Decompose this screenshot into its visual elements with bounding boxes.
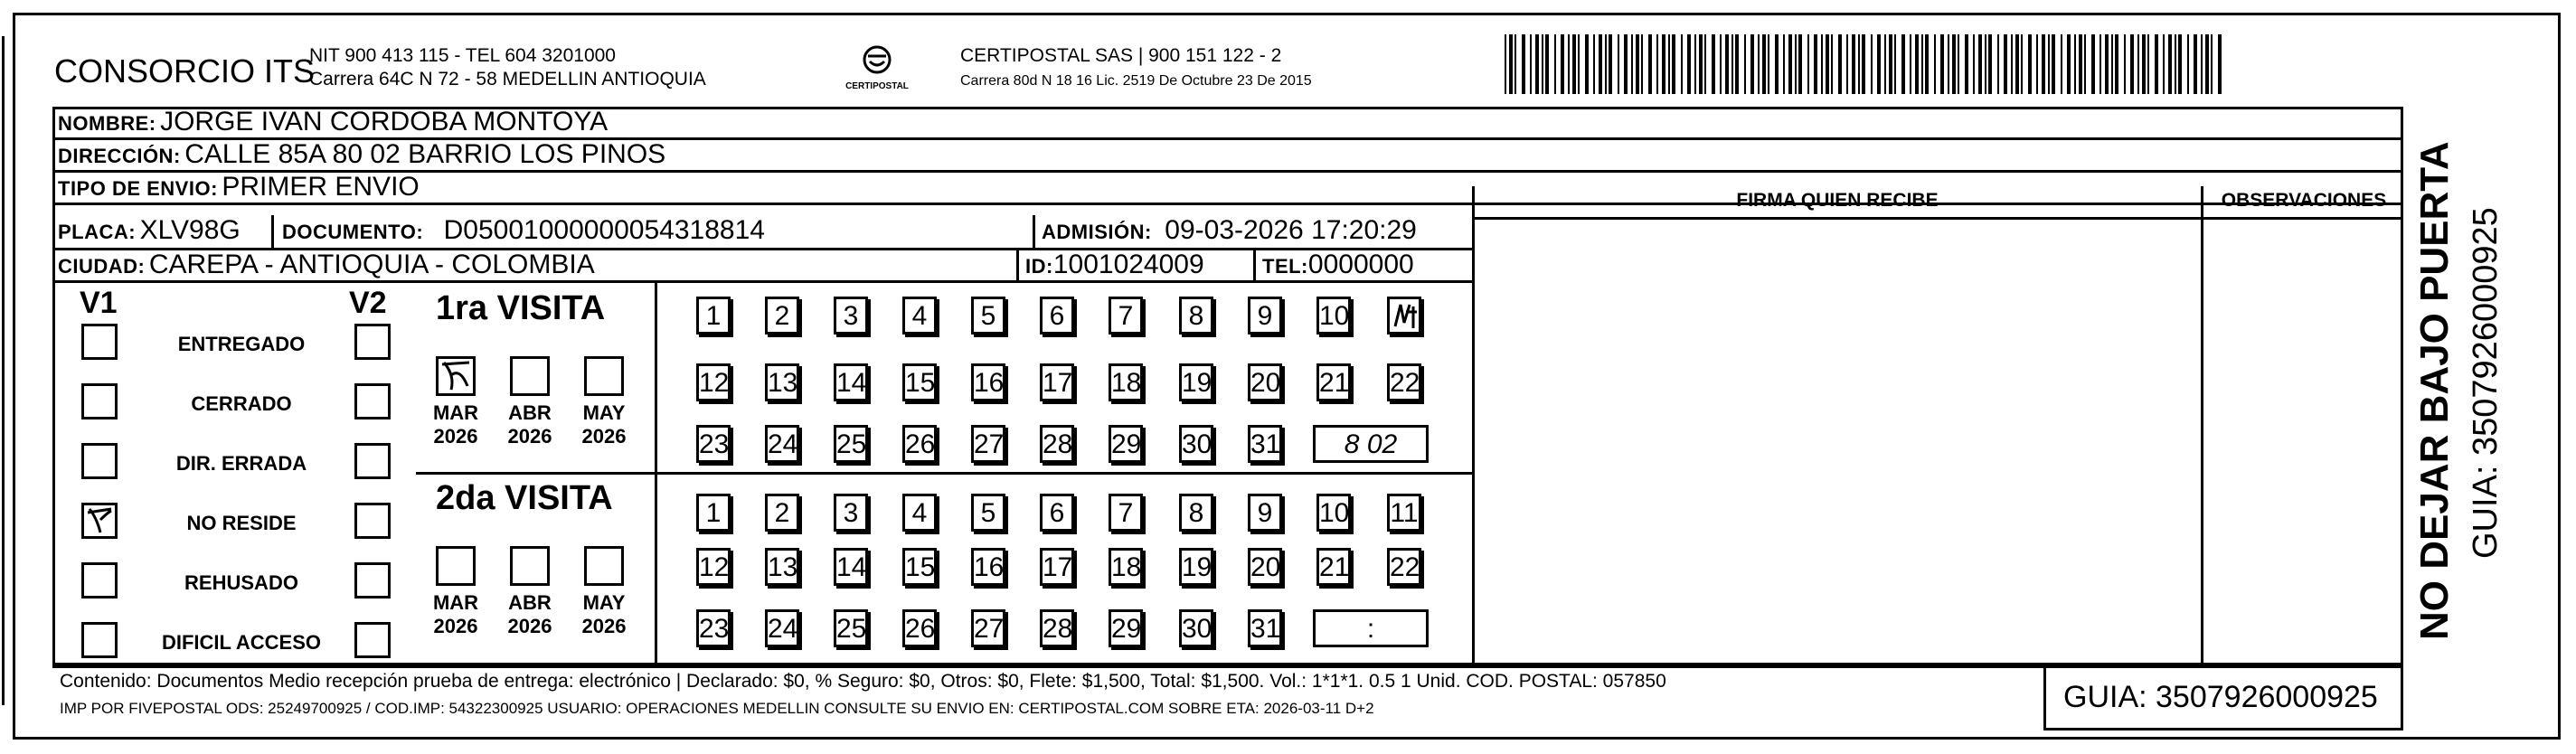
day-box[interactable]: 19 [1179, 548, 1213, 586]
carrier-line: CERTIPOSTAL SAS | 900 151 122 - 2 [960, 45, 1282, 66]
month-label: MAR [432, 591, 479, 614]
carrier-address: Carrera 80d N 18 16 Lic. 2519 De Octubre 23 De 2015 [960, 73, 1312, 89]
second-visit-title: 2da VISITA [436, 479, 613, 517]
status-label: ENTREGADO [177, 333, 306, 355]
day-box[interactable]: 21 [1316, 548, 1351, 586]
day-box[interactable]: 23 [696, 609, 731, 647]
second-visit-time[interactable]: : [1313, 609, 1429, 647]
day-box[interactable]: 8 [1179, 494, 1213, 532]
document-value: D05001000000054318814 [443, 215, 765, 245]
month-year-label [501, 401, 559, 448]
id-label: ID: [1025, 255, 1053, 278]
v2-checkbox[interactable] [354, 562, 391, 598]
firma-header: FIRMA QUIEN RECIBE [1736, 190, 1939, 211]
day-box[interactable]: 17 [1040, 363, 1074, 401]
company-name: CONSORCIO ITS [54, 52, 316, 90]
status-label: CERRADO [191, 392, 292, 415]
v2-checkbox[interactable] [354, 503, 391, 539]
day-box[interactable]: 29 [1109, 425, 1143, 463]
month-label: ABR [508, 591, 552, 614]
month-checkbox[interactable] [436, 356, 476, 396]
year-label: 2026 [507, 425, 552, 448]
day-box[interactable]: 1 [696, 297, 731, 335]
month-checkbox[interactable] [584, 356, 624, 396]
v1-checkbox[interactable] [81, 503, 118, 539]
month-year-label [575, 591, 633, 638]
plate-value: XLV98G [139, 215, 241, 245]
day-box[interactable]: 31 [1248, 609, 1282, 647]
certipostal-logo-icon [841, 42, 913, 96]
v1-checkbox[interactable] [81, 562, 118, 598]
day-box[interactable]: 5 [971, 297, 1005, 335]
day-box[interactable]: 15 [902, 363, 937, 401]
month-year-label [427, 591, 485, 638]
day-box[interactable]: 16 [971, 363, 1005, 401]
shipment-type: PRIMER ENVIO [222, 172, 420, 202]
day-box[interactable]: 28 [1040, 609, 1074, 647]
v2-header: V2 [349, 286, 387, 320]
day-box[interactable]: 24 [765, 609, 799, 647]
day-box[interactable]: 15 [902, 548, 937, 586]
v2-checkbox[interactable] [354, 324, 391, 360]
day-box[interactable]: 12 [696, 363, 731, 401]
documento-label: DOCUMENTO: [282, 221, 424, 243]
side-guia: GUIA: 3507926000925 [2467, 207, 2505, 559]
day-box[interactable]: 7 [1109, 494, 1143, 532]
v1-header: V1 [80, 286, 118, 320]
v1-checkbox[interactable] [81, 324, 118, 360]
recipient-address: CALLE 85A 80 02 BARRIO LOS PINOS [184, 139, 666, 169]
day-box[interactable]: 6 [1040, 494, 1074, 532]
day-box[interactable]: 16 [971, 548, 1005, 586]
day-box[interactable]: 2 [765, 494, 799, 532]
side-notice: NO DEJAR BAJO PUERTA [2412, 141, 2457, 640]
nit-line: NIT 900 413 115 - TEL 604 3201000 [309, 45, 616, 66]
company-address: Carrera 64C N 72 - 58 MEDELLIN ANTIOQUIA [309, 69, 706, 90]
month-label: MAR [432, 401, 479, 424]
first-visit-time[interactable]: 8 02 [1313, 425, 1429, 463]
day-box[interactable]: 2 [765, 297, 799, 335]
day-box[interactable]: 10 [1316, 494, 1351, 532]
month-label: MAY [582, 591, 626, 614]
footer-print-info: IMP POR FIVEPOSTAL ODS: 25249700925 / COD.IMP: 54322300925 USUARIO: OPERACIONES MEDELLIN CONSULTE SU ENVIO EN: CERTIPOSTAL.COM SOBRE ETA: 2026-03-11 D+2 [60, 700, 1374, 717]
day-box[interactable]: 27 [971, 425, 1005, 463]
day-box[interactable]: 20 [1248, 548, 1282, 586]
day-box[interactable]: 11 [1387, 494, 1421, 532]
v2-checkbox[interactable] [354, 622, 391, 658]
day-box[interactable]: 30 [1179, 425, 1213, 463]
year-label: 2026 [507, 615, 552, 637]
day-box[interactable]: 10 [1316, 297, 1351, 335]
day-box[interactable]: 6 [1040, 297, 1074, 335]
admission-datetime: 09-03-2026 17:20:29 [1165, 215, 1417, 245]
day-box[interactable]: 29 [1109, 609, 1143, 647]
footer-contents: Contenido: Documentos Medio recepción prueba de entrega: electrónico | Declarado: $0, % Seguro: $0, Otros: $0, Flete: $1,500, Total: $1,500. Vol.: 1*1*1. 0.5 1 Unid. COD. POSTAL: 057850 [60, 671, 1666, 692]
day-box[interactable]: 8 [1179, 297, 1213, 335]
day-box[interactable]: 7 [1109, 297, 1143, 335]
year-label: 2026 [581, 615, 627, 637]
day-box[interactable]: 19 [1179, 363, 1213, 401]
day-box[interactable]: 20 [1248, 363, 1282, 401]
day-box[interactable]: 22 [1387, 548, 1421, 586]
day-box[interactable]: 17 [1040, 548, 1074, 586]
day-box[interactable]: 12 [696, 548, 731, 586]
day-box[interactable]: 5 [971, 494, 1005, 532]
day-box[interactable]: 31 [1248, 425, 1282, 463]
year-label: 2026 [433, 425, 478, 448]
direccion-label: DIRECCIÓN: [58, 145, 181, 167]
day-box[interactable]: 21 [1316, 363, 1351, 401]
day-box[interactable]: 25 [834, 609, 868, 647]
status-label: REHUSADO [184, 571, 298, 594]
day-box[interactable]: 9 [1248, 494, 1282, 532]
day-box[interactable]: 28 [1040, 425, 1074, 463]
v1-checkbox[interactable] [81, 383, 118, 419]
day-box[interactable]: 1 [696, 494, 731, 532]
month-checkbox[interactable] [584, 546, 624, 586]
status-label: DIFICIL ACCESO [161, 631, 321, 654]
handwritten-check-icon [439, 359, 473, 393]
id-value: 1001024009 [1052, 250, 1204, 279]
left-edge-mark [2, 36, 8, 705]
nombre-label: NOMBRE: [58, 112, 156, 135]
v1-checkbox[interactable] [81, 443, 118, 479]
ciudad-label: CIUDAD: [58, 255, 146, 278]
observaciones-header: OBSERVACIONES [2221, 190, 2387, 211]
year-label: 2026 [581, 425, 627, 448]
day-box[interactable]: 22 [1387, 363, 1421, 401]
day-box[interactable]: 24 [765, 425, 799, 463]
day-box[interactable]: 26 [902, 609, 937, 647]
day-box[interactable] [1387, 297, 1421, 335]
day-box[interactable]: 30 [1179, 609, 1213, 647]
status-label: DIR. ERRADA [175, 452, 307, 475]
recipient-name: JORGE IVAN CORDOBA MONTOYA [160, 107, 609, 137]
month-checkbox[interactable] [510, 546, 550, 586]
day-box[interactable]: 27 [971, 609, 1005, 647]
month-checkbox[interactable] [510, 356, 550, 396]
day-box[interactable]: 26 [902, 425, 937, 463]
v1-checkbox[interactable] [81, 622, 118, 658]
day-box[interactable]: 13 [765, 363, 799, 401]
day-box[interactable]: 14 [834, 548, 868, 586]
month-year-label [427, 401, 485, 448]
day-box[interactable]: 4 [902, 494, 937, 532]
day-box[interactable]: 25 [834, 425, 868, 463]
day-box[interactable]: 4 [902, 297, 937, 335]
tel-label: TEL: [1262, 255, 1308, 278]
day-box[interactable]: 18 [1109, 548, 1143, 586]
v2-checkbox[interactable] [354, 383, 391, 419]
city-value: CAREPA - ANTIOQUIA - COLOMBIA [148, 250, 595, 279]
day-box[interactable]: 23 [696, 425, 731, 463]
barcode [1505, 34, 2228, 94]
day-box[interactable]: 13 [765, 548, 799, 586]
footer-guia: GUIA: 3507926000925 [2063, 680, 2378, 714]
month-year-label [501, 591, 559, 638]
tel-value: 0000000 [1307, 250, 1414, 279]
day-box[interactable]: 14 [834, 363, 868, 401]
handwritten-mark-icon [1390, 299, 1419, 332]
admision-label: ADMISIÓN: [1042, 221, 1152, 243]
placa-label: PLACA: [58, 221, 137, 243]
month-checkbox[interactable] [436, 546, 476, 586]
v2-checkbox[interactable] [354, 443, 391, 479]
day-box[interactable]: 3 [834, 297, 868, 335]
logo-text: CERTIPOSTAL [845, 81, 909, 91]
tipo-envio-label: TIPO DE ENVIO: [58, 177, 218, 200]
day-box[interactable]: 3 [834, 494, 868, 532]
status-label: NO RESIDE [186, 512, 297, 534]
year-label: 2026 [433, 615, 478, 637]
month-label: MAY [582, 401, 626, 424]
day-box[interactable]: 18 [1109, 363, 1143, 401]
month-label: ABR [508, 401, 552, 424]
handwritten-check-icon [84, 505, 115, 536]
month-year-label [575, 401, 633, 448]
first-visit-title: 1ra VISITA [436, 289, 606, 327]
day-box[interactable]: 9 [1248, 297, 1282, 335]
